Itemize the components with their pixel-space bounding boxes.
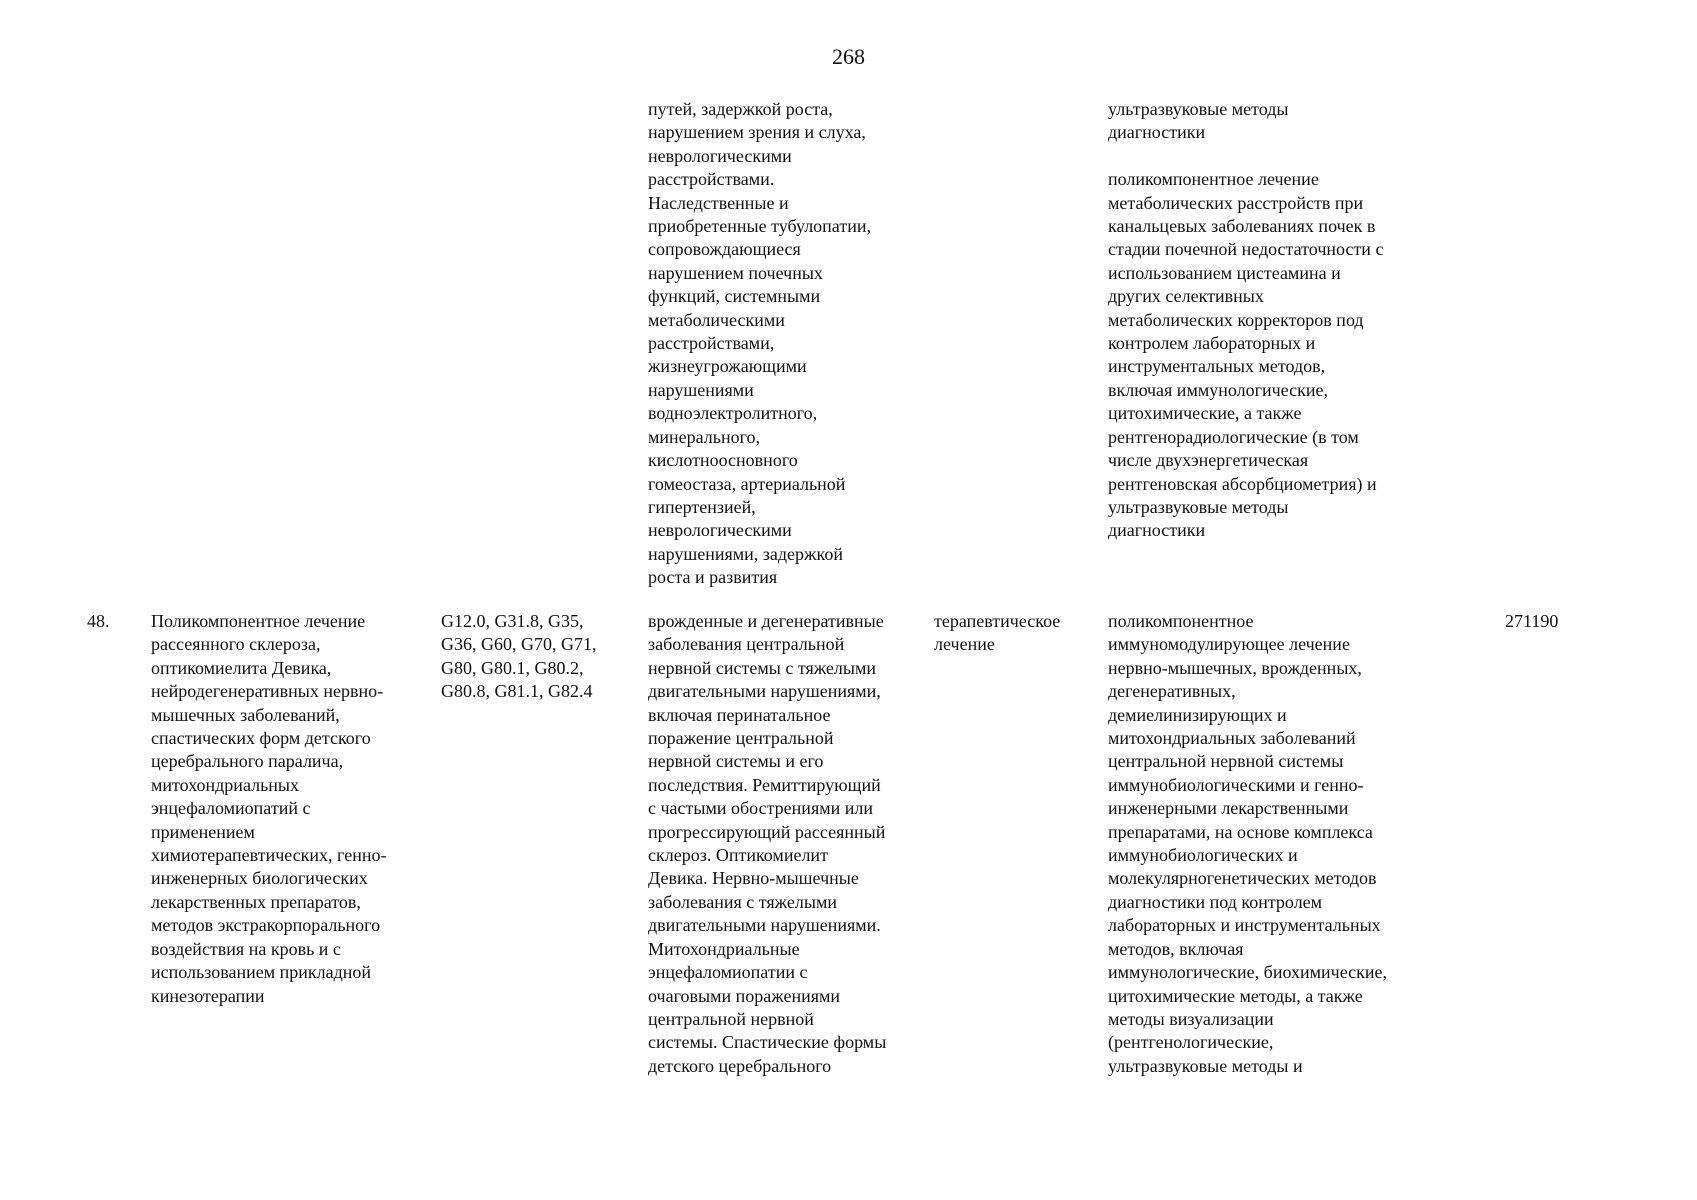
row-icd-codes: G12.0, G31.8, G35, G36, G60, G70, G71, G80, G80.1, G80.2, G80.8, G81.1, G82.4	[441, 611, 597, 702]
continuation-condition-text: путей, задержкой роста, нарушением зрения и слуха, неврологическими расстройствами. Наследственные и приобретенные тубулопатии, сопровождающиеся нарушением почечных функций, системными метаболическими расстройствами, жизнеугрожающими нарушениями водноэлектролитного, минерального, кислотноосновного гомеостаза, артериальной гипертензией, неврологическими нарушениями, задержкой роста и развития	[648, 99, 871, 588]
row-number: 48.	[87, 611, 110, 631]
row-treatment-type: терапевтическое лечение	[934, 611, 1061, 655]
continuation-method-text: ультразвуковые методы диагностики поликомпонентное лечение метаболических расстройств при канальцевых заболеваниях почек в стадии почечной недостаточности с использованием цистеамина и других селективных метаболических корректоров под контролем лабораторных и инструментальных методов, включая иммунологические, цитохимические, а также рентгенорадиологические (в том числе двухэнергетическая рентгеновская абсорбциометрия) и ультразвуковые методы диагностики	[1108, 99, 1384, 541]
row-condition-model: врожденные и дегенеративные заболевания центральной нервной системы с тяжелыми двигательными нарушениями, включая перинатальное поражение центральной нервной системы и его последствия. Ремиттирующий с частыми обострениями или прогрессирующий рассеянный склероз. Оптикомиелит Девика. Нервно-мышечные заболевания с тяжелыми двигательными нарушениями. Митохондриальные энцефаломиопатии с очаговыми поражениями центральной нервной системы. Спастические формы детского церебрального	[648, 611, 887, 1076]
row-care-type-name: Поликомпонентное лечение рассеянного склероза, оптикомиелита Девика, нейродегенеративных нервно- мышечных заболеваний, спастических форм детского церебрального паралича, митохондриальных энцефаломиопатий с применением химиотерапевтических, генно- инженерных биологических лекарственных препаратов, методов экстракорпорального воздействия на кровь и с использованием прикладной кинезотерапии	[151, 611, 387, 1006]
row-cost-value: 271190	[1505, 611, 1559, 631]
page-number: 268	[832, 44, 865, 69]
row-treatment-method: поликомпонентное иммуномодулирующее лечение нервно-мышечных, врожденных, дегенеративных, демиелинизирующих и митохондриальных заболеваний центральной нервной системы иммунобиологическими и генно- инженерными лекарственными препаратами, на основе комплекса иммунобиологических и молекулярногенетических методов диагностики под контролем лабораторных и инструментальных методов, включая иммунологические, биохимические, цитохимические методы, а также методы визуализации (рентгенологические, ультразвуковые методы и	[1108, 611, 1387, 1076]
